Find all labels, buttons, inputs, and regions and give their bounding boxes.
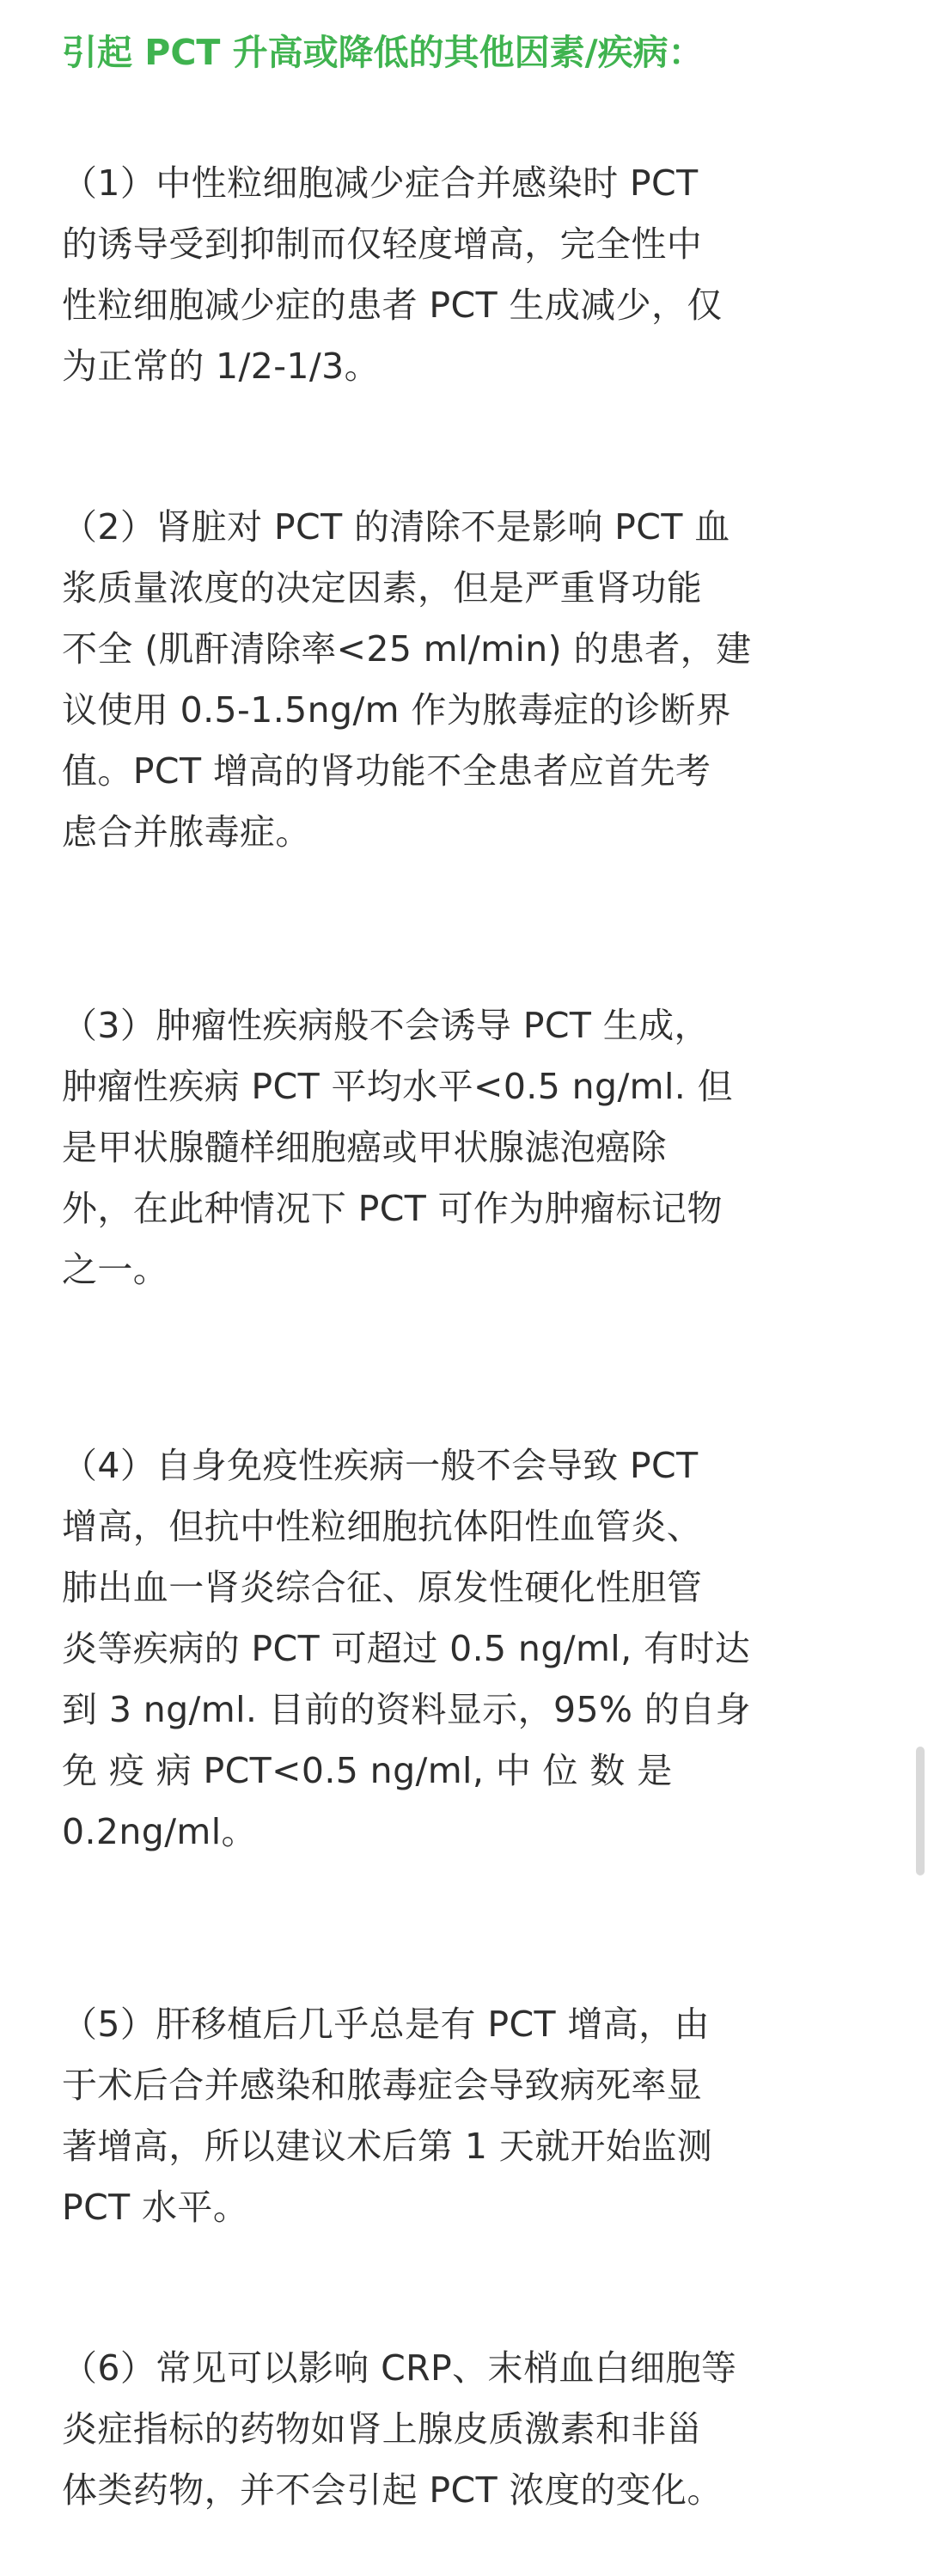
section-title: 引起 PCT 升高或降低的其他因素/疾病： (62, 32, 704, 73)
text-line: 性粒细胞减少症的患者 PCT 生成减少，仅 (62, 285, 723, 326)
text-line: 虑合并脓毒症。 (62, 811, 311, 853)
text-line: （1）中性粒细胞减少症合并感染时 PCT (62, 162, 699, 204)
text-line: 炎症指标的药物如肾上腺皮质激素和非甾 (62, 2408, 703, 2450)
text-line: （3）肿瘤性疾病般不会诱导 PCT 生成， (62, 1005, 710, 1046)
text-line: 议使用 0.5-1.5ng/m 作为脓毒症的诊断界 (62, 689, 732, 731)
text-line: （4）自身免疫性疾病一般不会导致 PCT (62, 1445, 699, 1486)
text-line: 浆质量浓度的决定因素，但是严重肾功能 (62, 567, 703, 609)
text-line: （5）肝移植后几乎总是有 PCT 增高，由 (62, 2004, 710, 2045)
text-line: （6）常见可以影响 CRP、末梢血白细胞等 (62, 2347, 737, 2389)
text-line: PCT 水平。 (62, 2187, 249, 2228)
paragraph-1 (62, 153, 870, 397)
paragraph-6 (62, 2338, 870, 2521)
scrollbar-thumb[interactable] (916, 1747, 925, 1875)
text-line: 外，在此种情况下 PCT 可作为肿瘤标记物 (62, 1188, 723, 1229)
text-line: 是甲状腺髓样细胞癌或甲状腺滤泡癌除 (62, 1127, 667, 1168)
text-line: 体类药物，并不会引起 PCT 浓度的变化。 (62, 2469, 723, 2511)
paragraph-5 (62, 1994, 870, 2238)
text-line: 值。PCT 增高的肾功能不全患者应首先考 (62, 750, 711, 792)
text-line: 不全 (肌酐清除率<25 ml/min) 的患者，建 (62, 628, 752, 670)
text-line: 0.2ng/ml。 (62, 1811, 257, 1852)
text-line: 到 3 ng/ml. 目前的资料显示，95% 的自身 (62, 1689, 751, 1730)
text-line: 炎等疾病的 PCT 可超过 0.5 ng/ml, 有时达 (62, 1628, 751, 1669)
text-line: 之一。 (62, 1249, 169, 1290)
paragraph-2 (62, 497, 870, 863)
text-line: 肿瘤性疾病 PCT 平均水平<0.5 ng/ml. 但 (62, 1066, 734, 1107)
text-line: 为正常的 1/2-1/3。 (62, 346, 380, 387)
text-line: 肺出血一肾炎综合征、原发性硬化性胆管 (62, 1567, 703, 1608)
text-line: 免 疫 病 PCT<0.5 ng/ml, 中 位 数 是 (62, 1750, 673, 1791)
text-line: 于术后合并感染和脓毒症会导致病死率显 (62, 2065, 703, 2106)
text-line: 著增高，所以建议术后第 1 天就开始监测 (62, 2126, 713, 2167)
text-line: 增高，但抗中性粒细胞抗体阳性血管炎、 (62, 1506, 703, 1547)
text-line: 的诱导受到抑制而仅轻度增高，完全性中 (62, 223, 703, 265)
text-line: （2）肾脏对 PCT 的清除不是影响 PCT 血 (62, 506, 730, 548)
paragraph-4 (62, 1435, 870, 1863)
paragraph-3 (62, 995, 870, 1300)
